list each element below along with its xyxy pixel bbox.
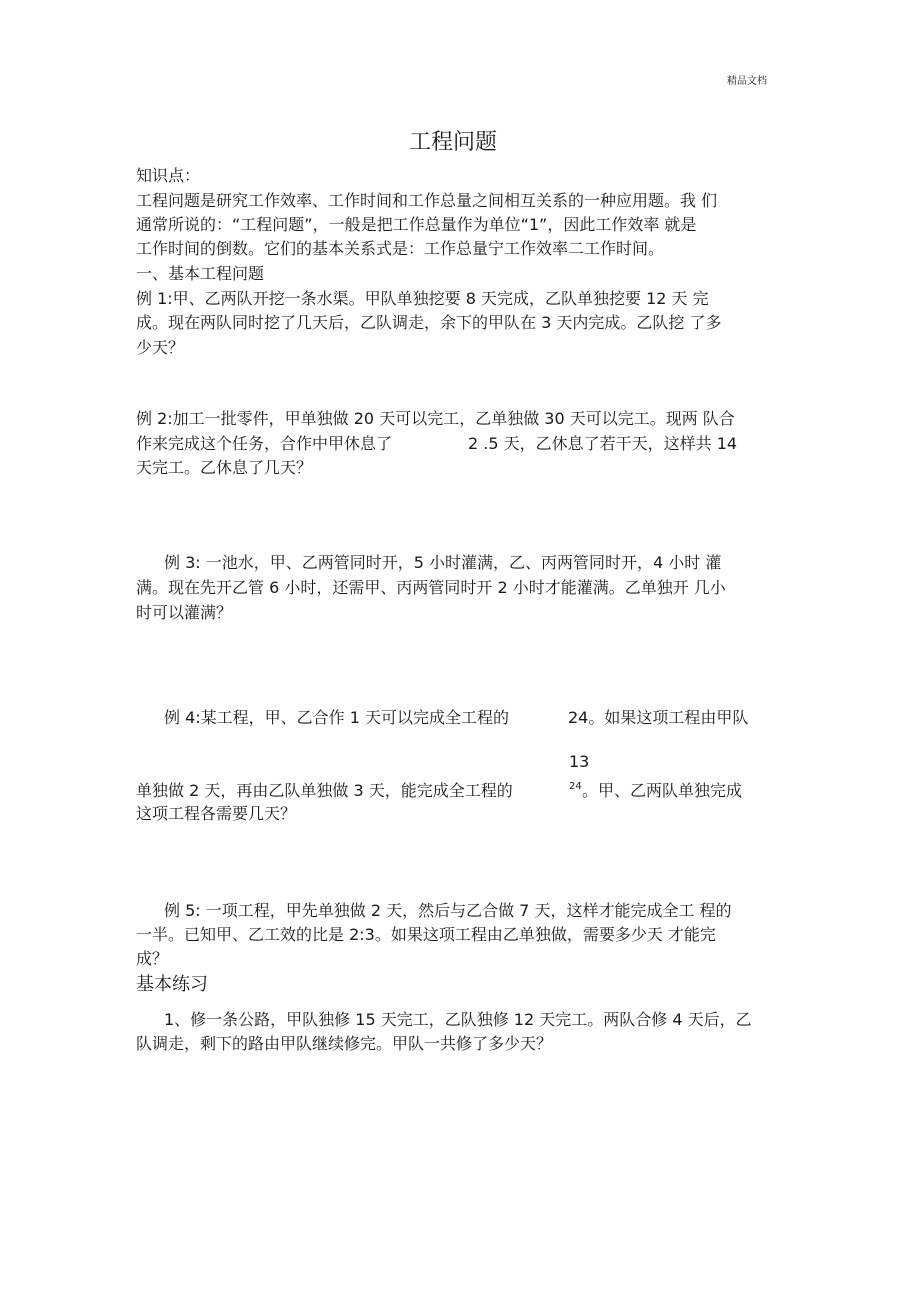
example1-line-2: 成。现在两队同时挖了几天后，乙队调走，余下的甲队在 3 天内完成。乙队挖 了多 bbox=[136, 313, 722, 332]
example3-line-1: 例 3: 一池水，甲、乙两管同时开，5 小时灌满，乙、丙两管同时开，4 小时 灌 bbox=[164, 553, 722, 572]
intro-line-1: 工程问题是研究工作效率、工作时间和工作总量之间相互关系的一种应用题。我 们 bbox=[136, 191, 718, 210]
example1-line-1: 例 1:甲、乙两队开挖一条水渠。甲队单独挖要 8 天完成，乙队单独挖要 12 天 完 bbox=[136, 289, 709, 308]
example2-line-2b: 2 .5 天，乙休息了若干天，这样共 14 bbox=[468, 434, 738, 453]
example2-line-1: 例 2:加工一批零件，甲单独做 20 天可以完工，乙单独做 30 天可以完工。现两 队合 bbox=[136, 409, 735, 428]
example3-line-2: 满。现在先开乙管 6 小时，还需甲、丙两管同时开 2 小时才能灌满。乙单独开 几小 bbox=[136, 578, 726, 597]
example4-line-1-left: 例 4:某工程，甲、乙合作 1 天可以完成全工程的 bbox=[164, 708, 510, 727]
example3-line-3: 时可以灌满？ bbox=[136, 603, 233, 622]
example4-line-1-right: 24。如果这项工程由甲队 bbox=[568, 708, 749, 727]
example5-line-1: 例 5: 一项工程，甲先单独做 2 天，然后与乙合做 7 天，这样才能完成全工 程的 bbox=[164, 901, 732, 920]
practice-heading: 基本练习 bbox=[136, 974, 208, 995]
example4-line-3: 这项工程各需要几天？ bbox=[136, 804, 297, 823]
header-mark: 精品文档 bbox=[727, 76, 767, 87]
example2-line-2a: 作来完成这个任务，合作中甲休息了 bbox=[136, 434, 393, 453]
section-heading-basic: 一、基本工程问题 bbox=[136, 264, 265, 283]
example4-fraction-numerator: 13 bbox=[569, 752, 590, 771]
example2-line-3: 天完工。乙休息了几天？ bbox=[136, 458, 313, 477]
page-title: 工程问题 bbox=[409, 130, 498, 155]
example4-line-2-right: 。甲、乙两队单独完成 bbox=[582, 781, 743, 800]
intro-line-2: 通常所说的：“工程问题”，一般是把工作总量作为单位“1”，因此工作效率 就是 bbox=[136, 215, 697, 234]
knowledge-label: 知识点： bbox=[136, 166, 201, 185]
practice-line-1: 1、修一条公路，甲队独修 15 天完工，乙队独修 12 天完工。两队合修 4 天后，乙 bbox=[164, 1010, 752, 1029]
example5-line-3: 成？ bbox=[136, 949, 169, 968]
intro-line-3: 工作时间的倒数。它们的基本关系式是：工作总量宁工作效率二工作时间。 bbox=[136, 239, 665, 258]
practice-line-2: 队调走，剩下的路由甲队继续修完。甲队一共修了多少天？ bbox=[136, 1034, 553, 1053]
example4-line-2-left: 单独做 2 天，再由乙队单独做 3 天，能完成全工程的 bbox=[136, 781, 513, 800]
example4-fraction-denominator: 24 bbox=[569, 781, 582, 792]
example5-line-2: 一半。已知甲、乙工效的比是 2:3。如果这项工程由乙单独做，需要多少天 才能完 bbox=[136, 925, 716, 944]
example1-line-3: 少天？ bbox=[136, 338, 185, 357]
